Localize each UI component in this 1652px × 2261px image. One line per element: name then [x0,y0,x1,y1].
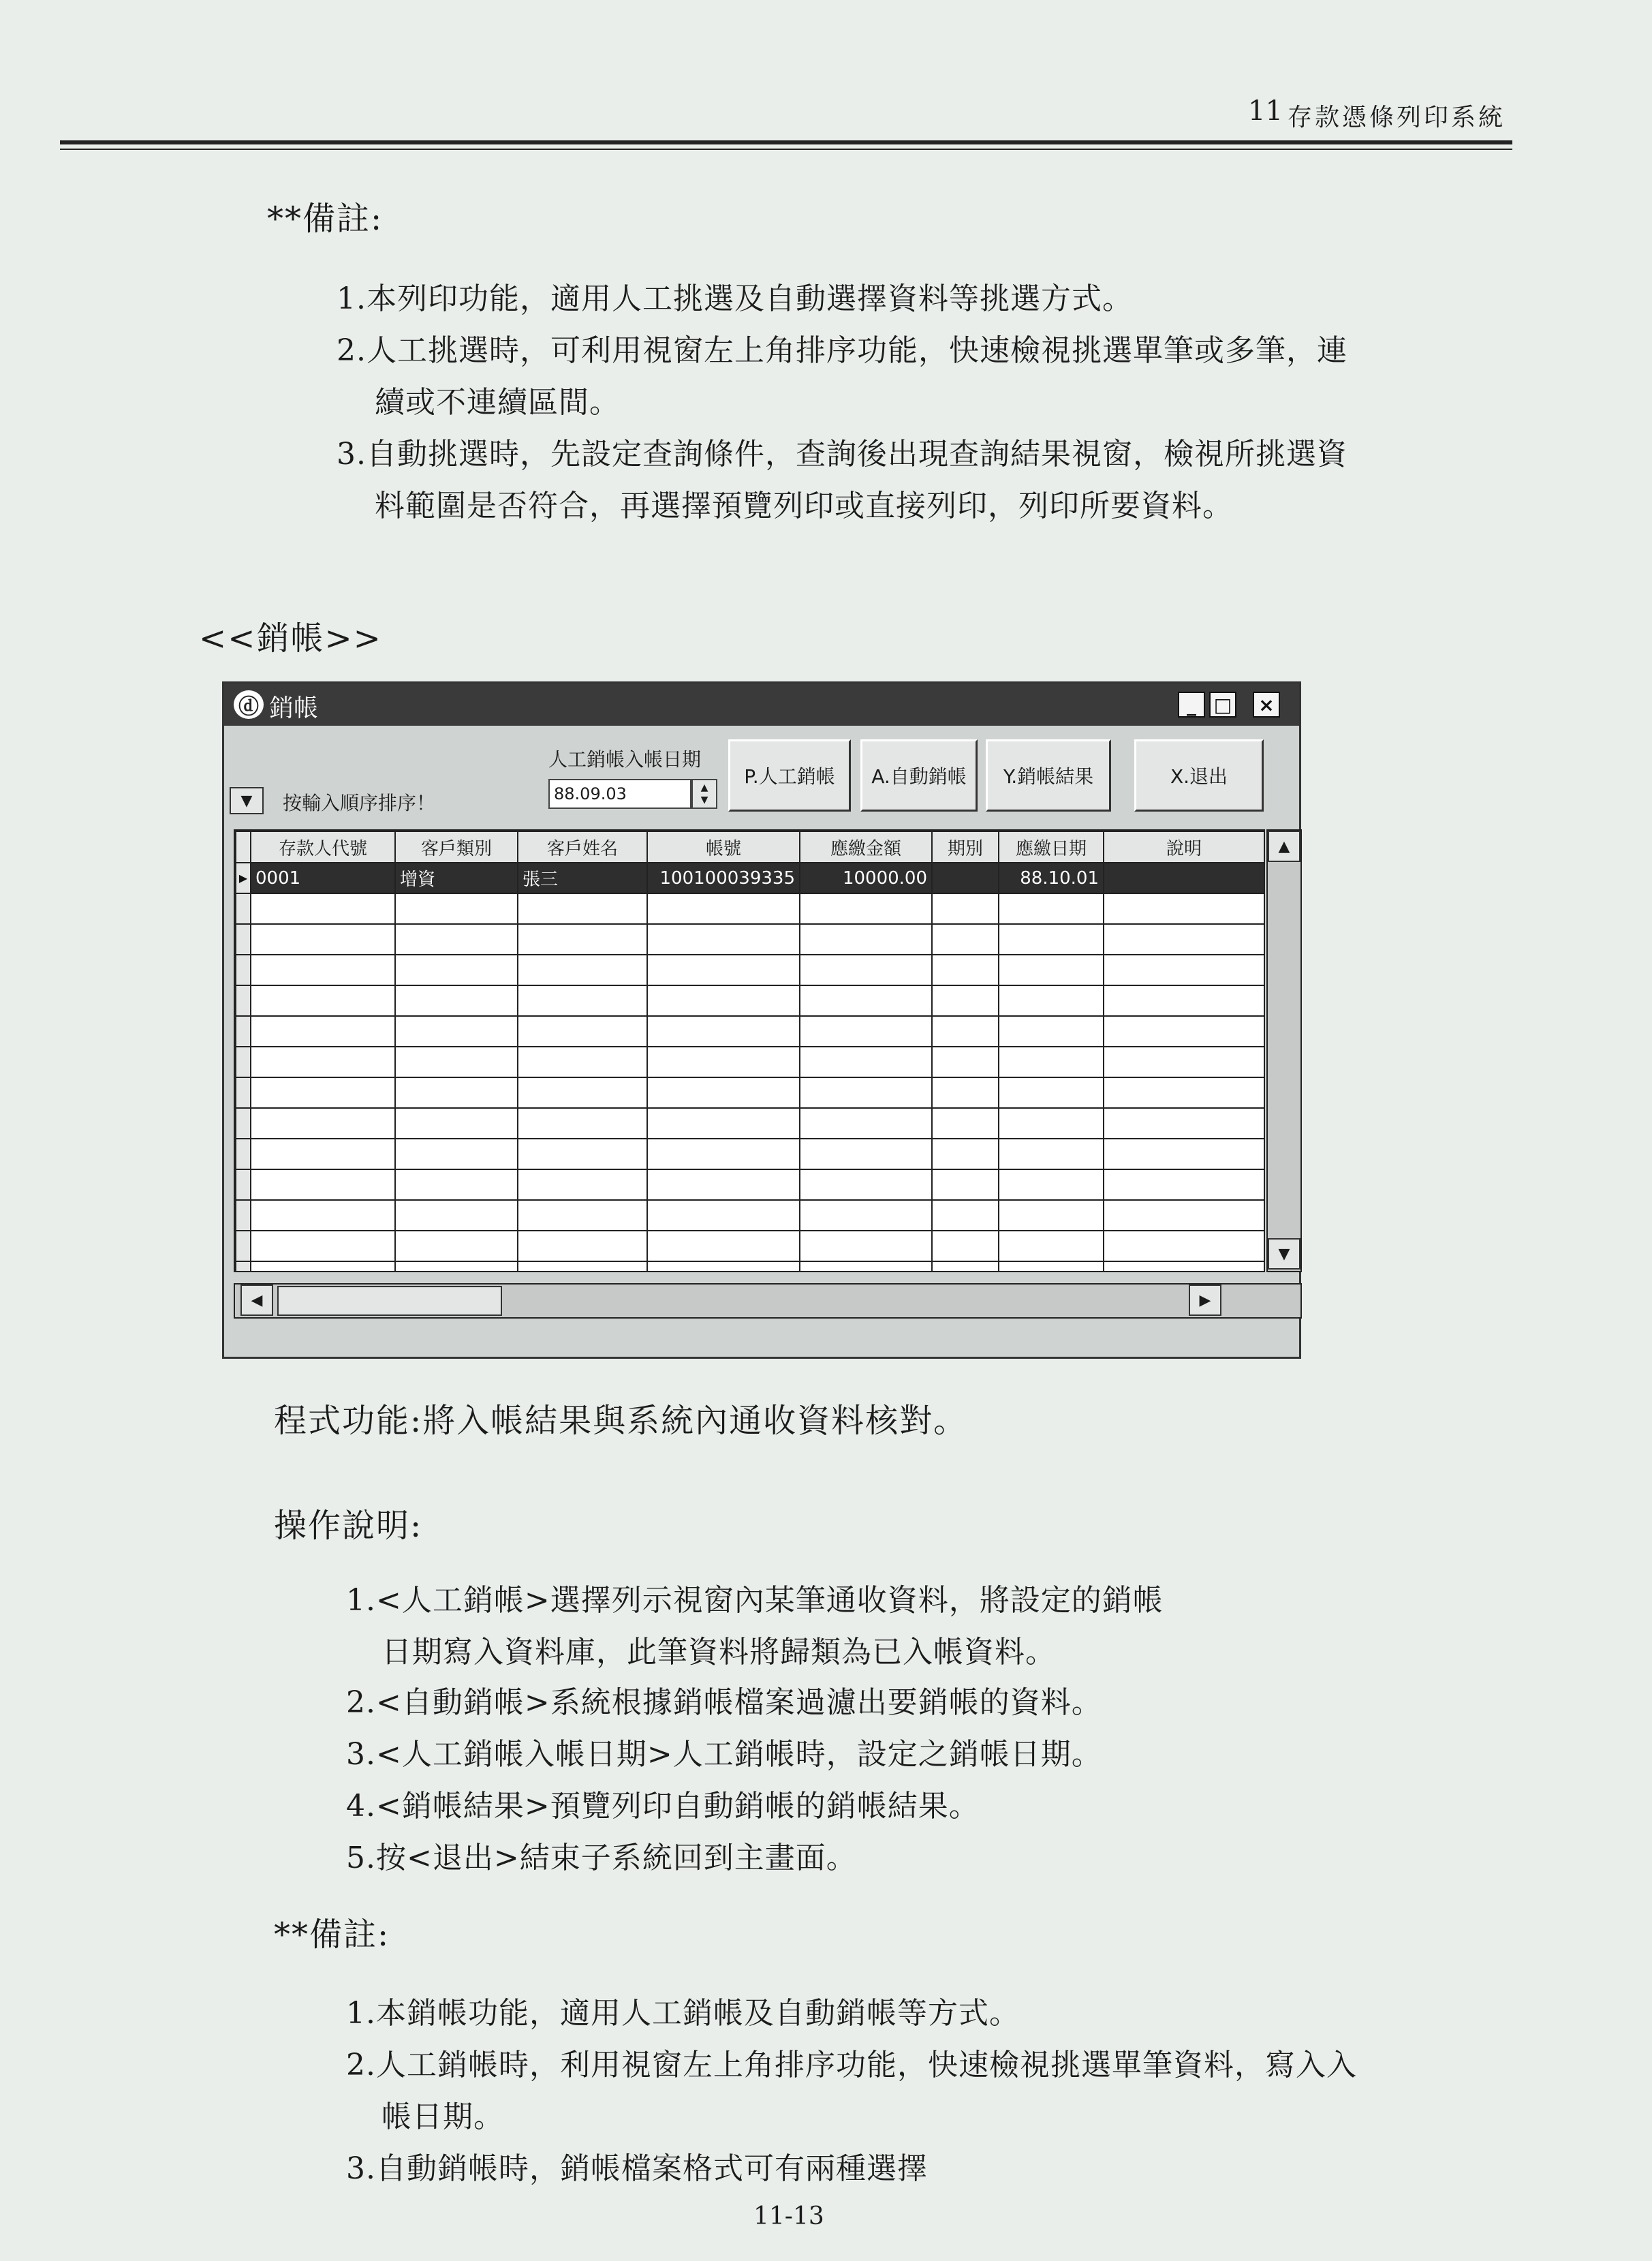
header-rule [60,140,1512,144]
minimize-button[interactable]: _ [1178,692,1205,718]
remark-item-cont: 續或不連續區間。 [375,385,620,420]
date-spinner[interactable] [691,779,717,809]
empty-row[interactable] [236,1108,1264,1139]
row-pointer-icon: ▶ [236,863,251,893]
empty-row[interactable] [236,1200,1264,1231]
arrow-down-icon: ▼ [1278,1245,1290,1263]
remark-item: 1.本列印功能，適用人工挑選及自動選擇資料等挑選方式。 [337,281,1133,316]
cell[interactable]: 增資 [395,863,518,893]
header-row [236,831,1264,863]
scroll-thumb[interactable] [277,1286,502,1316]
spin-down-icon[interactable]: ▼ [700,795,708,805]
operation-item: 2.<自動銷帳>系統根據銷帳檔案過濾出要銷帳的資料。 [346,1685,1102,1720]
column-header[interactable]: 帳號 [647,831,800,863]
auto-cancel-button[interactable]: A.自動銷帳 [860,739,978,812]
maximize-button[interactable]: □ [1209,692,1236,718]
arrow-up-icon: ▲ [1278,837,1290,855]
window-titlebar [224,683,1299,726]
cancel-account-window [222,681,1301,1359]
operation-item: 4.<銷帳結果>預覽列印自動銷帳的銷帳結果。 [346,1789,980,1824]
system-title: 存款憑條列印系統 [1288,104,1506,132]
operation-item: 3.<人工銷帳入帳日期>人工銷帳時，設定之銷帳日期。 [346,1737,1102,1772]
cell[interactable]: 100100039335 [647,863,800,893]
window-title: 銷帳 [269,694,319,722]
cell[interactable] [1104,863,1264,893]
remarks-heading: **備註: [274,1916,390,1954]
arrow-right-icon: ▶ [1199,1291,1211,1309]
column-header[interactable]: 應繳金額 [800,831,932,863]
empty-row[interactable] [236,1169,1264,1200]
sort-label: 按輸入順序排序！ [283,792,436,814]
spin-up-icon[interactable]: ▲ [700,782,708,793]
column-header[interactable]: 客戶類別 [395,831,518,863]
chevron-down-icon: ▼ [240,792,253,810]
section-title: <<銷帳>> [199,619,382,658]
remark-item: 2.人工銷帳時，利用視窗左上角排序功能，快速檢視挑選單筆資料，寫入入 [346,2048,1357,2082]
cell[interactable]: 0001 [251,863,395,893]
empty-row[interactable] [236,1047,1264,1077]
sort-dropdown-button[interactable] [230,787,264,814]
cell[interactable]: 88.10.01 [999,863,1104,893]
empty-row[interactable] [236,955,1264,985]
table-row[interactable] [236,863,1264,893]
column-header[interactable]: 應繳日期 [999,831,1104,863]
remarks-heading: **備註: [267,200,384,238]
remark-item-cont: 帳日期。 [381,2100,504,2134]
horizontal-scrollbar[interactable] [234,1283,1302,1319]
app-icon: ⓓ [234,690,264,719]
cancel-result-button[interactable]: Y.銷帳結果 [986,739,1111,812]
remark-item: 3.自動挑選時，先設定查詢條件，查詢後出現查詢結果視窗，檢視所挑選資 [337,437,1347,472]
function-description: 程式功能:將入帳結果與系統內通收資料核對。 [274,1402,968,1440]
operation-heading: 操作說明: [274,1507,423,1545]
empty-row[interactable] [236,985,1264,1016]
manual-cancel-button[interactable]: P.人工銷帳 [728,739,851,812]
column-header[interactable]: 存款人代號 [251,831,395,863]
date-input[interactable]: 88.09.03 [548,779,691,809]
empty-row[interactable] [236,1016,1264,1047]
remark-item: 2.人工挑選時，可利用視窗左上角排序功能，快速檢視挑選單筆或多筆，連 [337,333,1347,368]
exit-button[interactable]: X.退出 [1134,739,1264,812]
arrow-left-icon: ◀ [251,1291,263,1309]
page-number: 11-13 [753,2202,824,2230]
column-header[interactable]: 期別 [932,831,999,863]
row-marker-header [236,831,251,863]
remark-item: 3.自動銷帳時，銷帳檔案格式可有兩種選擇 [346,2151,928,2186]
empty-row[interactable] [236,924,1264,955]
operation-item: 5.按<退出>結束子系統回到主畫面。 [346,1841,857,1875]
date-label: 人工銷帳入帳日期 [548,748,702,771]
data-grid[interactable] [234,829,1265,1272]
scroll-right-button[interactable] [1189,1285,1221,1316]
vertical-scrollbar[interactable] [1266,829,1302,1272]
header-rule-thin [60,149,1512,150]
column-header[interactable]: 客戶姓名 [518,831,647,863]
scroll-left-button[interactable] [240,1285,273,1316]
operation-item: 1.<人工銷帳>選擇列示視窗內某筆通收資料，將設定的銷帳 [346,1583,1164,1618]
remark-item-cont: 料範圍是否符合，再選擇預覽列印或直接列印，列印所要資料。 [375,489,1233,523]
scroll-down-button[interactable] [1268,1238,1300,1270]
operation-item-cont: 日期寫入資料庫，此筆資料將歸類為已入帳資料。 [381,1635,1056,1670]
empty-row[interactable] [236,893,1264,924]
cell[interactable]: 張三 [518,863,647,893]
cell[interactable] [932,863,999,893]
empty-row[interactable] [236,1139,1264,1169]
close-button[interactable]: × [1253,692,1280,718]
scroll-up-button[interactable] [1268,831,1300,862]
chapter-number: 11 [1248,95,1283,127]
remark-item: 1.本銷帳功能，適用人工銷帳及自動銷帳等方式。 [346,1996,1020,2031]
empty-row[interactable] [236,1261,1264,1272]
cell[interactable]: 10000.00 [800,863,932,893]
empty-row[interactable] [236,1077,1264,1108]
empty-row[interactable] [236,1231,1264,1261]
column-header[interactable]: 說明 [1104,831,1264,863]
